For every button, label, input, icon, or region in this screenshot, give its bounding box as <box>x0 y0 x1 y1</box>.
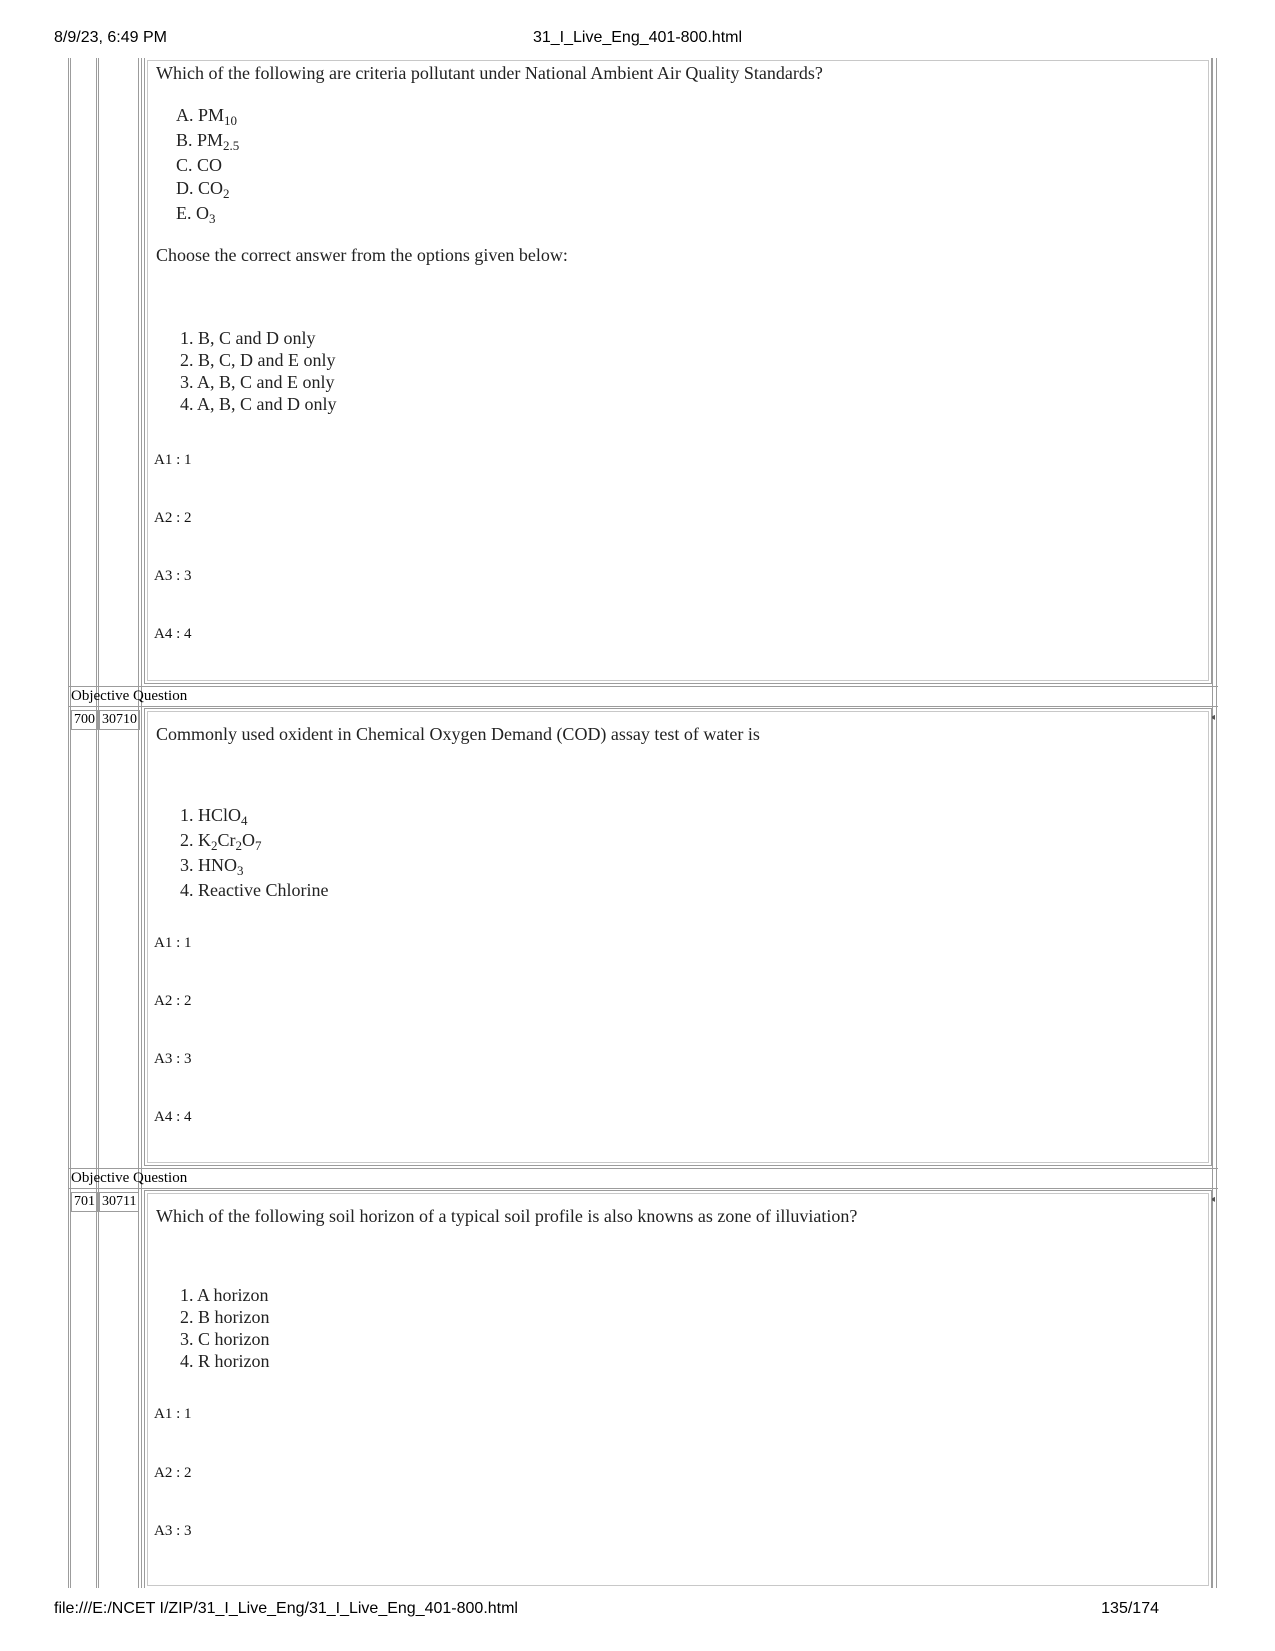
q1-option-4: 4. A, B, C and D only <box>180 394 337 414</box>
q2-answer-4: A4 : 4 <box>154 1109 192 1125</box>
q1-option-1: 1. B, C and D only <box>180 328 316 348</box>
q2-option-3 <box>180 854 244 876</box>
table-col-serial-right <box>96 58 97 1588</box>
print-datetime: 8/9/23, 6:49 PM <box>54 29 167 46</box>
q2-option-2-mid: Cr <box>217 830 236 850</box>
serial-number-q3: 701 <box>71 1192 98 1212</box>
table-col-id-left <box>98 58 99 1588</box>
q1-item-c-label: C. CO <box>176 155 223 175</box>
q1-answer-3: A3 : 3 <box>154 568 192 584</box>
scroll-marker-icon: ◂ <box>1210 1194 1216 1205</box>
print-page-number: 135/174 <box>1101 1600 1159 1617</box>
q1-item-c <box>176 154 222 176</box>
q1-item-b <box>176 129 239 151</box>
q2-option-3-sub: 3 <box>237 863 244 878</box>
q2-answer-2: A2 : 2 <box>154 993 192 1009</box>
q3-option-2: 2. B horizon <box>180 1307 270 1327</box>
q2-option-1-sub: 4 <box>241 813 248 828</box>
q3-option-3: 3. C horizon <box>180 1329 270 1349</box>
row-separator <box>68 706 1218 707</box>
q1-item-e-label: E. O <box>176 203 209 223</box>
q1-item-a <box>176 104 237 126</box>
row-separator <box>68 686 1218 687</box>
table-border-right-outer <box>1216 58 1217 1588</box>
table-border-left-inner <box>70 58 71 1588</box>
print-file-path: file:///E:/NCET I/ZIP/31_I_Live_Eng/31_I_Live_Eng_401-800.html <box>54 1600 518 1617</box>
q1-option-3: 3. A, B, C and E only <box>180 372 335 392</box>
q1-item-a-sub: 10 <box>224 113 238 128</box>
question-type-label-q2: Objective Question <box>71 688 188 704</box>
q3-answer-2: A2 : 2 <box>154 1465 192 1481</box>
q1-item-b-label: B. PM <box>176 130 224 150</box>
q2-option-2-prefix: 2. K <box>180 830 211 850</box>
table-col-id-right <box>138 58 139 1588</box>
q2-option-2-sub1: 2 <box>211 838 218 853</box>
question-box-q2 <box>144 708 1212 1166</box>
q3-option-4: 4. R horizon <box>180 1351 270 1371</box>
q3-answer-1: A1 : 1 <box>154 1406 192 1422</box>
q2-option-2-sub2: 2 <box>235 838 242 853</box>
q1-answer-4: A4 : 4 <box>154 626 192 642</box>
q1-answer-2: A2 : 2 <box>154 510 192 526</box>
serial-number-q2: 700 <box>71 710 98 730</box>
question-text-q2: Commonly used oxident in Chemical Oxygen Demand (COD) assay test of water is <box>156 724 760 744</box>
question-text-q3: Which of the following soil horizon of a typical soil profile is also knowns as zone of illuviation? <box>156 1206 858 1226</box>
q1-item-b-sub: 2.5 <box>223 138 240 153</box>
q2-option-2-sub3: 7 <box>255 838 262 853</box>
q1-item-e-sub: 3 <box>209 211 216 226</box>
q2-option-2 <box>180 829 262 851</box>
question-type-label-q3: Objective Question <box>71 1170 188 1186</box>
q2-option-4: 4. Reactive Chlorine <box>180 880 329 900</box>
table-border-left <box>68 58 69 1588</box>
q2-option-3-prefix: 3. HNO <box>180 855 237 875</box>
q1-item-a-label: A. PM <box>176 105 225 125</box>
question-box-q3 <box>144 1190 1212 1588</box>
q1-answer-1: A1 : 1 <box>154 452 192 468</box>
scroll-marker-icon: ◂ <box>1210 712 1216 723</box>
q1-item-d <box>176 177 230 199</box>
table-border-right <box>1210 58 1216 1588</box>
q2-option-2-mid2: O <box>242 830 255 850</box>
print-file-title: 31_I_Live_Eng_401-800.html <box>532 29 743 46</box>
q3-answer-3: A3 : 3 <box>154 1523 192 1539</box>
q1-option-2: 2. B, C, D and E only <box>180 350 336 370</box>
question-id-q3: 30711 <box>99 1192 139 1212</box>
q1-item-d-sub: 2 <box>223 186 230 201</box>
q2-answer-1: A1 : 1 <box>154 935 192 951</box>
row-separator <box>68 1168 1218 1169</box>
q1-item-e <box>176 202 216 224</box>
q2-option-1-prefix: 1. HClO <box>180 805 242 825</box>
q3-option-1: 1. A horizon <box>180 1285 269 1305</box>
q2-option-1 <box>180 804 248 826</box>
table-col-q-left <box>141 58 142 1588</box>
q1-instruction: Choose the correct answer from the options given below: <box>156 245 568 265</box>
q2-answer-3: A3 : 3 <box>154 1051 192 1067</box>
q1-item-d-label: D. CO <box>176 178 224 198</box>
question-text-q1: Which of the following are criteria pollutant under National Ambient Air Quality Standards? <box>156 63 823 83</box>
row-separator <box>68 1188 1218 1189</box>
question-id-q2: 30710 <box>99 710 140 730</box>
